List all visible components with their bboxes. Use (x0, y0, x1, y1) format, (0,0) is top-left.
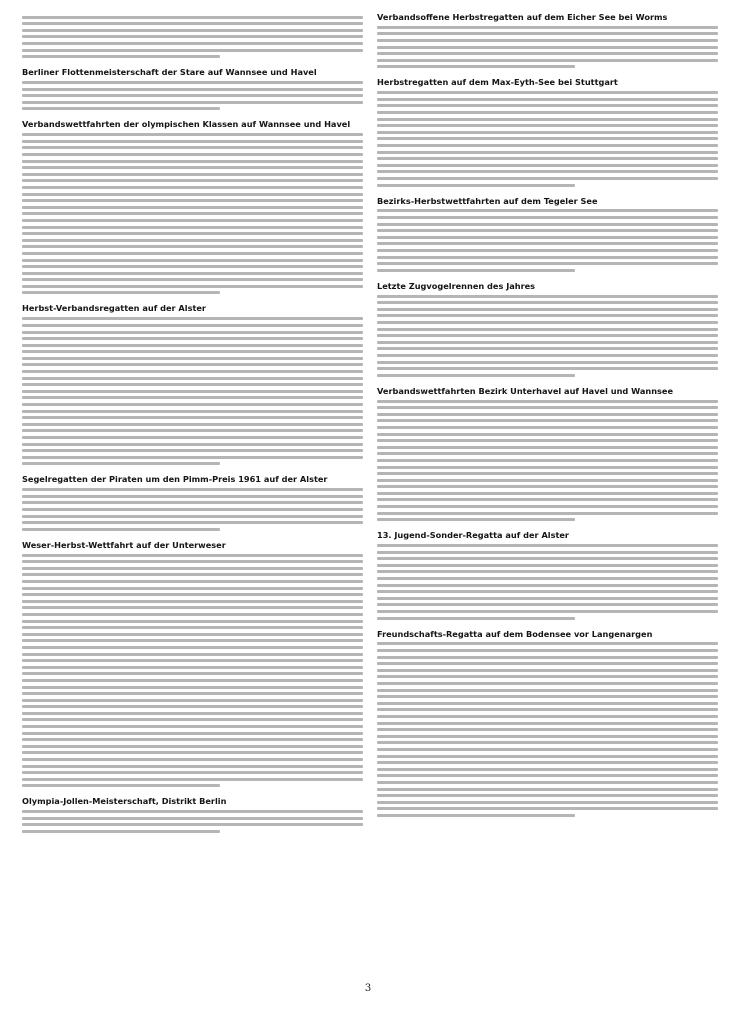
text-line (22, 718, 363, 721)
text-line (377, 675, 718, 678)
text-line (377, 642, 718, 645)
text-line (22, 278, 363, 281)
text-line (377, 65, 575, 68)
text-line (22, 324, 363, 327)
text-line (22, 186, 363, 189)
text-line (22, 580, 363, 583)
text-line (377, 446, 718, 449)
text-line (22, 679, 363, 682)
text-line (22, 528, 220, 531)
text-line (377, 722, 718, 725)
text-line (22, 317, 363, 320)
text-line (22, 659, 363, 662)
text-line (377, 236, 718, 239)
text-line (377, 466, 718, 469)
text-line (22, 383, 363, 386)
text-line (377, 570, 718, 573)
text-line (377, 124, 718, 127)
article (377, 196, 718, 272)
text-line (22, 436, 363, 439)
text-line (22, 758, 363, 761)
article (22, 796, 363, 833)
text-line (377, 748, 718, 751)
text-line (22, 226, 363, 229)
text-line (22, 29, 363, 32)
text-line (22, 672, 363, 675)
text-line (377, 669, 718, 672)
text-line (377, 564, 718, 567)
text-line (377, 354, 718, 357)
text-line (377, 328, 718, 331)
text-line (377, 262, 718, 265)
article-heading: Bezirks-Herbstwettfahrten auf dem Tegeler See (377, 195, 598, 206)
text-line (22, 193, 363, 196)
article (22, 303, 363, 465)
text-line (22, 705, 363, 708)
text-line (22, 653, 363, 656)
text-line (22, 423, 363, 426)
text-line (377, 32, 718, 35)
article-heading: Verbandswettfahrten Bezirk Unterhavel auf Havel und Wannsee (377, 385, 674, 396)
text-line (377, 177, 718, 180)
text-line (377, 209, 718, 212)
text-line (377, 781, 718, 784)
text-line (377, 708, 718, 711)
text-line (22, 429, 363, 432)
text-line (22, 219, 363, 222)
text-line (377, 170, 718, 173)
text-line (22, 626, 363, 629)
text-line (22, 212, 363, 215)
text-line (22, 285, 363, 288)
text-line (22, 337, 363, 340)
text-line (377, 695, 718, 698)
text-line (22, 620, 363, 623)
text-line (377, 492, 718, 495)
text-line (22, 443, 363, 446)
text-line (22, 245, 363, 248)
text-line (22, 166, 363, 169)
text-line (377, 413, 718, 416)
text-line (22, 646, 363, 649)
text-line (22, 508, 363, 511)
text-line (22, 817, 363, 820)
text-line (377, 426, 718, 429)
text-line (377, 157, 718, 160)
text-line (22, 16, 363, 19)
article-heading: Letzte Zugvogelrennen des Jahres (377, 280, 536, 291)
text-line (377, 479, 718, 482)
text-line (377, 597, 718, 600)
article-heading: Herbst-Verbandsregatten auf der Alster (22, 303, 206, 314)
text-line (22, 699, 363, 702)
text-line (377, 801, 718, 804)
text-line (377, 242, 718, 245)
text-line (22, 639, 363, 642)
text-line (22, 206, 363, 209)
text-line (22, 140, 363, 143)
text-line (22, 751, 363, 754)
text-line (377, 374, 575, 377)
text-line (22, 94, 363, 97)
text-line (22, 199, 363, 202)
text-line (22, 291, 220, 294)
text-line (22, 692, 363, 695)
text-line (22, 606, 363, 609)
text-line (377, 728, 718, 731)
text-line (22, 784, 220, 787)
text-line (22, 357, 363, 360)
text-line (22, 101, 363, 104)
text-line (377, 682, 718, 685)
text-line (22, 153, 363, 156)
text-line (377, 702, 718, 705)
text-line (377, 406, 718, 409)
text-line (22, 600, 363, 603)
text-line (377, 755, 718, 758)
text-line (22, 501, 363, 504)
text-line (22, 765, 363, 768)
text-line (377, 98, 718, 101)
text-line (22, 567, 363, 570)
text-line (22, 173, 363, 176)
text-line (22, 55, 220, 58)
text-line (22, 416, 363, 419)
article (22, 16, 363, 59)
text-line (22, 725, 363, 728)
text-line (22, 745, 363, 748)
text-line (377, 649, 718, 652)
text-line (22, 390, 363, 393)
text-line (22, 331, 363, 334)
text-line (377, 656, 718, 659)
article-heading: Berliner Flottenmeisterschaft der Stare auf Wannsee und Havel (22, 67, 317, 78)
text-line (377, 131, 718, 134)
text-line (22, 49, 363, 52)
text-line (377, 104, 718, 107)
text-line (377, 551, 718, 554)
text-line (22, 133, 363, 136)
text-line (377, 269, 575, 272)
text-line (377, 735, 718, 738)
text-line (22, 344, 363, 347)
article-heading: Weser-Herbst-Wettfahrt auf der Unterweser (22, 539, 226, 550)
text-line (377, 314, 718, 317)
text-line (22, 81, 363, 84)
text-line (377, 46, 718, 49)
text-line (377, 118, 718, 121)
text-line (22, 410, 363, 413)
text-line (377, 321, 718, 324)
text-line (377, 144, 718, 147)
text-line (22, 593, 363, 596)
article (377, 12, 718, 68)
text-line (377, 577, 718, 580)
article (377, 386, 718, 522)
text-line (377, 505, 718, 508)
text-line (22, 495, 363, 498)
text-line (377, 223, 718, 226)
text-line (22, 449, 363, 452)
text-line (377, 557, 718, 560)
text-line (22, 560, 363, 563)
text-line (22, 107, 220, 110)
right-column (377, 12, 718, 970)
article-heading: Verbandsoffene Herbstregatten auf dem Eicher See bei Worms (377, 12, 668, 22)
text-line (22, 830, 220, 833)
text-line (377, 91, 718, 94)
text-line (377, 151, 718, 154)
text-line (377, 308, 718, 311)
article (377, 530, 718, 619)
text-line (377, 544, 718, 547)
text-line (377, 433, 718, 436)
text-line (377, 452, 718, 455)
article-heading: Herbstregatten auf dem Max-Eyth-See bei Stuttgart (377, 77, 618, 88)
text-line (377, 249, 718, 252)
text-line (377, 617, 575, 620)
text-line (377, 111, 718, 114)
article (22, 540, 363, 788)
text-line (377, 715, 718, 718)
text-line (377, 361, 718, 364)
text-line (377, 347, 718, 350)
text-line (377, 603, 718, 606)
text-line (377, 137, 718, 140)
text-line (377, 761, 718, 764)
text-line (377, 788, 718, 791)
text-line (22, 613, 363, 616)
text-line (377, 301, 718, 304)
article-heading: Verbandswettfahrten der olympischen Klassen auf Wannsee und Havel (22, 119, 351, 130)
text-line (377, 400, 718, 403)
text-line (22, 239, 363, 242)
text-line (377, 26, 718, 29)
text-line (22, 732, 363, 735)
text-line (377, 164, 718, 167)
text-line (22, 259, 363, 262)
text-line (22, 666, 363, 669)
text-line (377, 689, 718, 692)
text-line (22, 823, 363, 826)
text-line (22, 88, 363, 91)
text-line (377, 59, 718, 62)
text-line (22, 35, 363, 38)
text-line (22, 515, 363, 518)
text-line (377, 768, 718, 771)
text-line (377, 216, 718, 219)
text-line (377, 52, 718, 55)
text-line (22, 712, 363, 715)
text-line (377, 498, 718, 501)
text-line (22, 488, 363, 491)
article (22, 474, 363, 530)
text-line (22, 554, 363, 557)
text-line (377, 472, 718, 475)
text-line (22, 363, 363, 366)
text-line (377, 256, 718, 259)
text-line (22, 686, 363, 689)
article-heading: Olympia-Jollen-Meisterschaft, Distrikt Berlin (22, 796, 227, 807)
text-line (377, 774, 718, 777)
text-line (377, 584, 718, 587)
text-line (22, 42, 363, 45)
article-heading: 13. Jugend-Sonder-Regatta auf der Alster (377, 530, 569, 541)
text-line (22, 160, 363, 163)
text-line (377, 295, 718, 298)
article (22, 67, 363, 110)
text-line (22, 403, 363, 406)
page-number: 3 (364, 983, 372, 994)
text-line (22, 778, 363, 781)
text-line (22, 252, 363, 255)
text-line (377, 419, 718, 422)
text-line (22, 573, 363, 576)
article (377, 77, 718, 186)
text-line (22, 633, 363, 636)
text-line (377, 794, 718, 797)
text-line (377, 39, 718, 42)
text-line (377, 229, 718, 232)
text-line (377, 184, 575, 187)
text-line (22, 587, 363, 590)
text-line (22, 350, 363, 353)
text-line (377, 741, 718, 744)
text-line (377, 814, 575, 817)
text-line (377, 662, 718, 665)
text-line (377, 485, 718, 488)
left-column (22, 12, 363, 970)
text-line (22, 146, 363, 149)
text-line (22, 22, 363, 25)
text-line (22, 179, 363, 182)
text-line (377, 518, 575, 521)
article (22, 119, 363, 294)
text-line (377, 334, 718, 337)
article-heading: Freundschafts-Regatta auf dem Bodensee vor Langenargen (377, 628, 653, 639)
text-line (377, 459, 718, 462)
text-line (22, 456, 363, 459)
text-line (377, 610, 718, 613)
article (377, 281, 718, 377)
text-line (22, 396, 363, 399)
text-line (22, 232, 363, 235)
text-line (22, 462, 220, 465)
text-line (377, 512, 718, 515)
text-line (22, 771, 363, 774)
text-line (22, 377, 363, 380)
article-heading: Segelregatten der Piraten um den Pimm-Preis 1961 auf der Alster (22, 474, 328, 485)
text-line (22, 810, 363, 813)
text-line (22, 370, 363, 373)
text-line (377, 367, 718, 370)
text-line (22, 738, 363, 741)
text-line (377, 341, 718, 344)
text-line (377, 590, 718, 593)
text-line (377, 807, 718, 810)
text-line (22, 521, 363, 524)
text-line (22, 265, 363, 268)
text-line (22, 272, 363, 275)
article (377, 629, 718, 817)
text-line (377, 439, 718, 442)
